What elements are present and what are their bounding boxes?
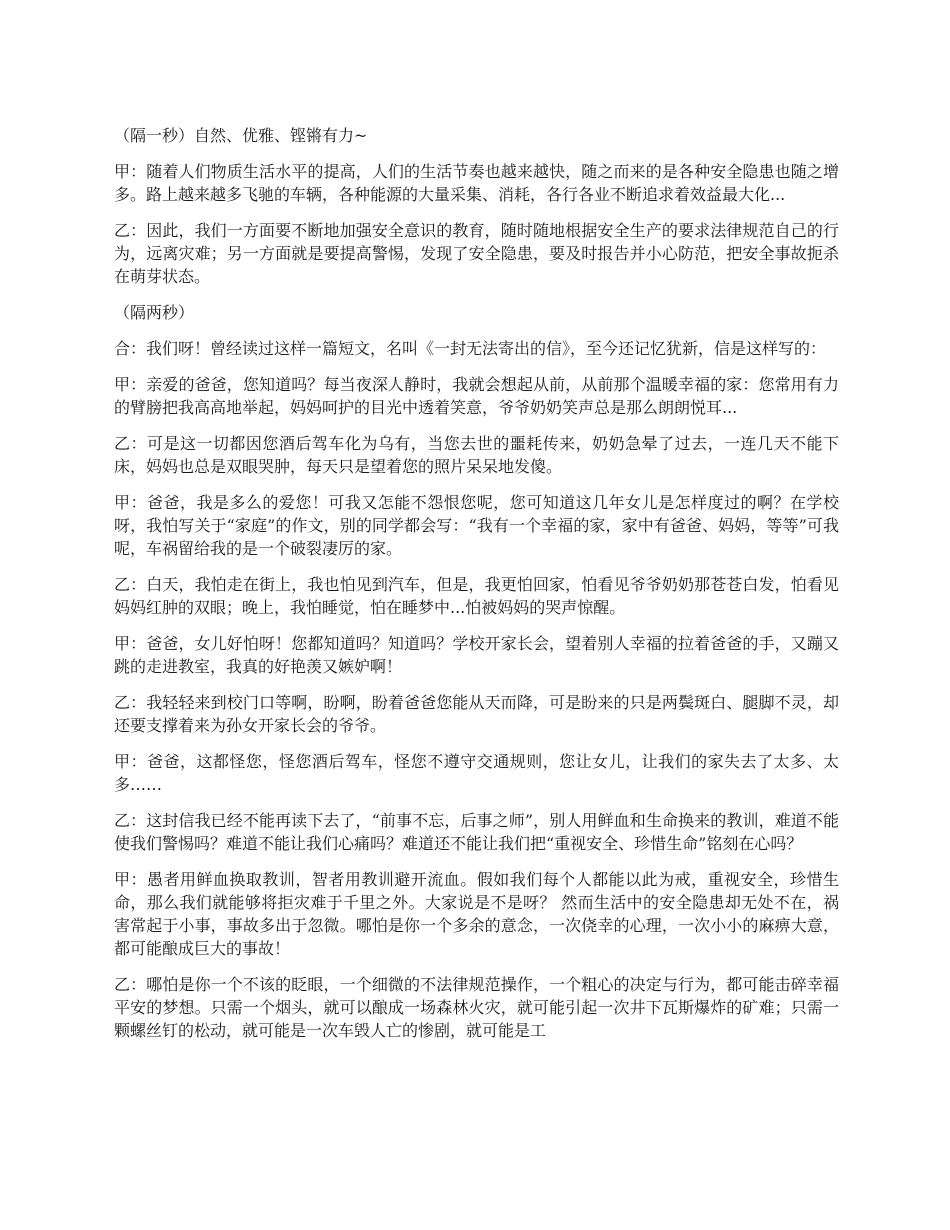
paragraph: 甲：爸爸，我是多么的爱您！可我又怎能不怨恨您呢，您可知道这几年女儿是怎样度过的啊？在学校呀，我怕写关于“家庭”的作文，别的同学都会写：“我有一个幸福的家，家中有爸爸、妈妈，等等”可我呢，车祸留给我的是一个破裂凄厉的家。 [114,493,839,558]
document-page [114,124,839,1055]
paragraph: 乙：可是这一切都因您酒后驾车化为乌有，当您去世的噩耗传来，奶奶急晕了过去，一连几天不能下床，妈妈也总是双眼哭肿，每天只是望着您的照片呆呆地发傻。 [114,434,839,476]
paragraph: 甲：亲爱的爸爸，您知道吗？每当夜深人静时，我就会想起从前，从前那个温暖幸福的家：您常用有力的臂膀把我高高地举起，妈妈呵护的目光中透着笑意，爷爷奶奶笑声总是那么朗朗悦耳... [114,375,839,417]
paragraph: 甲：爸爸，这都怪您，怪您酒后驾车，怪您不遵守交通规则，您让女儿，让我们的家失去了太多、太多…… [114,752,839,794]
paragraph: （隔两秒） [114,303,195,322]
paragraph: 乙：哪怕是你一个不该的眨眼，一个细微的不法律规范操作，一个粗心的决定与行为，都可能击碎幸福平安的梦想。只需一个烟头，就可以酿成一场森林火灾，就可能引起一次井下瓦斯爆炸的矿难；只需一颗螺丝钉的松动，就可能是一次车毁人亡的惨剧，就可能是工 [114,975,839,1040]
paragraph: 乙：我轻轻来到校门口等啊，盼啊，盼着爸爸您能从天而降，可是盼来的只是两鬓斑白、腿脚不灵，却还要支撑着来为孙女开家长会的爷爷。 [114,693,839,735]
paragraph: 甲：愚者用鲜血换取教训，智者用教训避开流血。假如我们每个人都能以此为戒，重视安全，珍惜生命，那么我们就能够将拒灾难于千里之外。大家说是不是呀？ 然而生活中的安全隐患却无处不在，祸害常起于小事，事故多出于忽微。哪怕是你一个多余的意念，一次侥幸的心理，一次小小的麻痹大意，都可能酿成巨大的事故！ [114,870,839,958]
paragraph: 乙：白天，我怕走在街上，我也怕见到汽车，但是，我更怕回家，怕看见爷爷奶奶那苍苍白发，怕看见妈妈红肿的双眼；晚上，我怕睡觉，怕在睡梦中...怕被妈妈的哭声惊醒。 [114,575,839,617]
paragraph: 合：我们呀！曾经读过这样一篇短文，名叫《一封无法寄出的信》，至今还记忆犹新，信是这样写的： [114,339,827,358]
paragraph: 乙：因此，我们一方面要不断地加强安全意识的教育，随时随地根据安全生产的要求法律规范自己的行为，远离灾难；另一方面就是要提高警惕，发现了安全隐患，要及时报告并小心防范，把安全事故扼杀在萌芽状态。 [114,221,839,286]
paragraph: 甲：爸爸，女儿好怕呀！您都知道吗？知道吗？学校开家长会，望着别人幸福的拉着爸爸的手，又蹦又跳的走进教室，我真的好艳羡又嫉妒啊！ [114,634,839,676]
paragraph: （隔一秒）自然、优雅、铿锵有力~ [114,126,368,145]
paragraph: 乙：这封信我已经不能再读下去了，“前事不忘，后事之师”，别人用鲜血和生命换来的教训，难道不能使我们警惕吗？难道不能让我们心痛吗？难道还不能让我们把“重视安全、珍惜生命”铭刻在心吗？ [114,811,839,853]
paragraph: 甲：随着人们物质生活水平的提高，人们的生活节奏也越来越快，随之而来的是各种安全隐患也随之增多。路上越来越多飞驰的车辆，各种能源的大量采集、消耗，各行各业不断追求着效益最大化... [114,162,839,204]
